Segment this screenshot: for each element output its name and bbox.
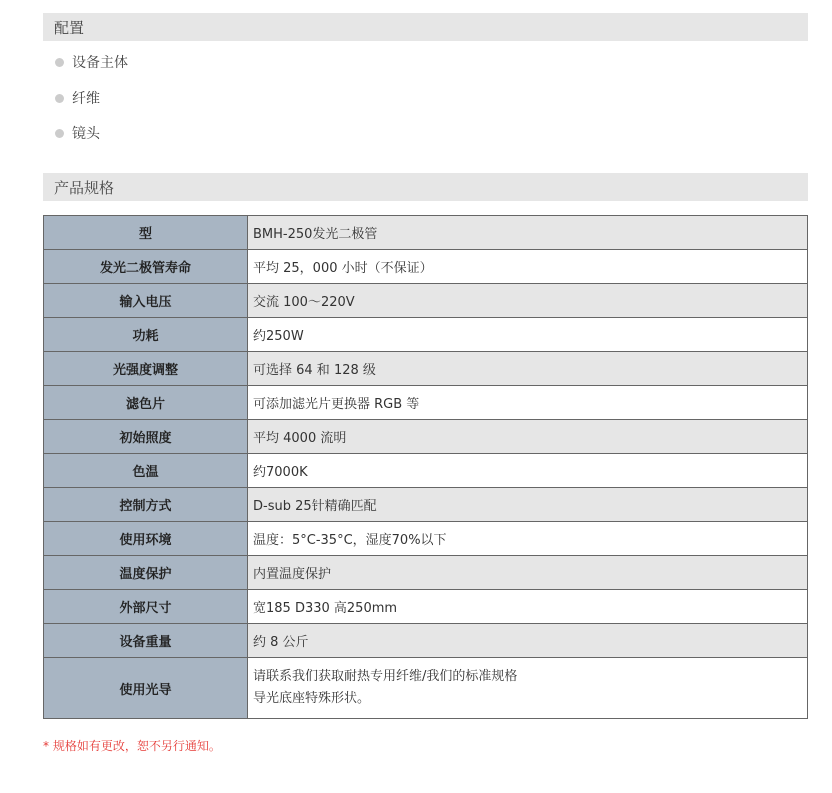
spec-key: 滤色片: [44, 386, 248, 420]
spec-key: 使用光导: [44, 658, 248, 719]
spec-value: 温度：5°C-35°C，湿度70%以下: [248, 522, 808, 556]
table-row: [44, 590, 808, 624]
table-row: [44, 216, 808, 250]
spec-value: 约250W: [248, 318, 808, 352]
spec-value-line: 导光底座特殊形状。: [253, 691, 371, 706]
spec-key: 控制方式: [44, 488, 248, 522]
spec-title: 产品规格: [54, 179, 115, 197]
spec-key: 使用环境: [44, 522, 248, 556]
spec-key: 光强度调整: [44, 352, 248, 386]
spec-key: 温度保护: [44, 556, 248, 590]
spec-value: 约 8 公斤: [248, 624, 808, 658]
table-row: [44, 420, 808, 454]
table-row: [44, 624, 808, 658]
spec-value: BMH-250发光二极管: [248, 216, 808, 250]
spec-key: 色温: [44, 454, 248, 488]
table-row: [44, 352, 808, 386]
bullet-icon: [55, 94, 64, 103]
table-row: [44, 250, 808, 284]
table-row: [44, 318, 808, 352]
table-row: [44, 386, 808, 420]
spec-key: 发光二极管寿命: [44, 250, 248, 284]
table-row: [44, 488, 808, 522]
bullet-icon: [55, 129, 64, 138]
spec-value-line: 请联系我们获取耐热专用纤维/我们的标准规格: [253, 669, 518, 684]
table-row: [44, 522, 808, 556]
spec-value: 平均 4000 流明: [248, 420, 808, 454]
spec-table: [43, 215, 808, 719]
table-row: [44, 556, 808, 590]
spec-value: 内置温度保护: [248, 556, 808, 590]
spec-value: 平均 25，000 小时（不保证）: [248, 250, 808, 284]
spec-key: 外部尺寸: [44, 590, 248, 624]
spec-key: 型: [44, 216, 248, 250]
config-item-label: 设备主体: [72, 55, 128, 71]
spec-value: 交流 100～220V: [248, 284, 808, 318]
table-row: [44, 658, 808, 719]
config-title: 配置: [54, 19, 85, 37]
table-row: [44, 454, 808, 488]
table-row: [44, 284, 808, 318]
spec-value: 约7000K: [248, 454, 808, 488]
spec-value: D-sub 25针精确匹配: [248, 488, 808, 522]
spec-key: 功耗: [44, 318, 248, 352]
disclaimer-note: * 规格如有更改，恕不另行通知。: [43, 739, 221, 753]
spec-key: 设备重量: [44, 624, 248, 658]
config-section-header: [43, 13, 808, 41]
spec-key: 输入电压: [44, 284, 248, 318]
spec-value: 可选择 64 和 128 级: [248, 352, 808, 386]
spec-value: 可添加滤光片更换器 RGB 等: [248, 386, 808, 420]
spec-value: [248, 658, 808, 719]
spec-key: 初始照度: [44, 420, 248, 454]
spec-value: 宽185 D330 高250mm: [248, 590, 808, 624]
bullet-icon: [55, 58, 64, 67]
config-item-label: 镜头: [72, 126, 100, 142]
config-item-label: 纤维: [72, 90, 100, 107]
spec-section-header: [43, 173, 808, 201]
